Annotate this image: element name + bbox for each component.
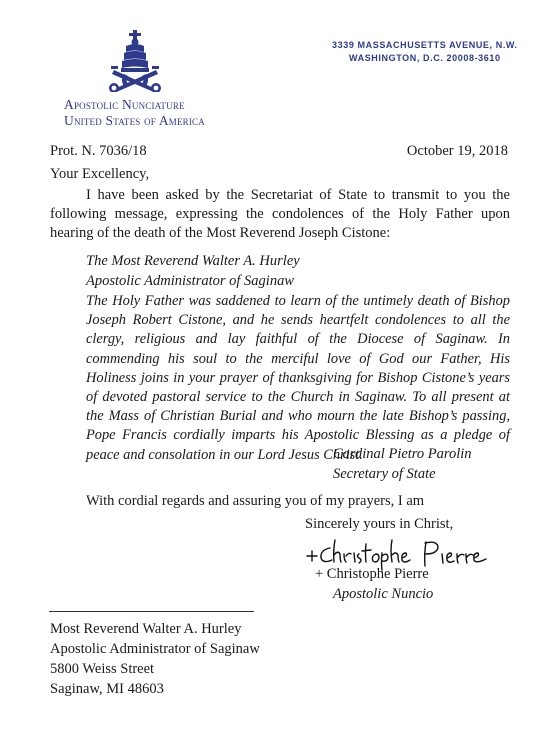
message-signer-title: Secretary of State bbox=[333, 466, 436, 482]
condolence-message: The Holy Father was saddened to learn of the untimely death of Bishop Joseph Robert Cistone, and he sends heartfelt condolences to all the clergy, religious and lay faithful of the Diocese of Saginaw. In commending his soul to the merciful love of God our Father, His Holiness joins in your prayer of thanksgiving for Bishop Cistone’s years of devoted pastoral service to the Church in Saginaw. To all present at the Mass of Christian Burial and who mourn the late Bishop’s passing, Pope Francis cordially imparts his Apostolic Blessing as a pledge of peace and consolation in our Lord Jesus Christ. bbox=[86, 293, 510, 463]
salutation: Your Excellency, bbox=[50, 166, 150, 182]
intro-paragraph: I have been asked by the Secretariat of State to transmit to you the following message, expressing the condolences of the Holy Father upon hearing of the death of the Most Reverend Joseph Cistone: bbox=[50, 187, 510, 241]
recipient-address-line-2: Apostolic Administrator of Saginaw bbox=[50, 641, 260, 657]
letter-date: October 19, 2018 bbox=[406, 143, 508, 159]
message-signer-name: Cardinal Pietro Parolin bbox=[333, 446, 472, 462]
recipient-address-line-4: Saginaw, MI 48603 bbox=[50, 681, 164, 697]
address-divider bbox=[49, 611, 254, 612]
protocol-number: Prot. N. 7036/18 bbox=[50, 143, 147, 159]
recipient-address-line-3: 5800 Weiss Street bbox=[50, 661, 155, 677]
nunciature-name: Apostolic Nunciature bbox=[64, 97, 185, 112]
letterhead-address-street: 3339 MASSACHUSETTS AVENUE, N.W. bbox=[332, 40, 518, 50]
closing-line: With cordial regards and assuring you of my prayers, I am bbox=[86, 493, 425, 509]
signer-title: Apostolic Nuncio bbox=[333, 586, 434, 602]
nunciature-country: United States of America bbox=[64, 113, 205, 128]
papal-crest-icon bbox=[106, 30, 164, 92]
message-recipient-title: Apostolic Administrator of Saginaw bbox=[86, 273, 294, 289]
message-recipient-name: The Most Reverend Walter A. Hurley bbox=[86, 253, 300, 269]
letterhead-address-city: WASHINGTON, D.C. 20008-3610 bbox=[349, 53, 501, 63]
recipient-address-line-1: Most Reverend Walter A. Hurley bbox=[50, 621, 242, 637]
signer-name: + Christophe Pierre bbox=[315, 566, 429, 582]
sign-off: Sincerely yours in Christ, bbox=[305, 516, 454, 532]
